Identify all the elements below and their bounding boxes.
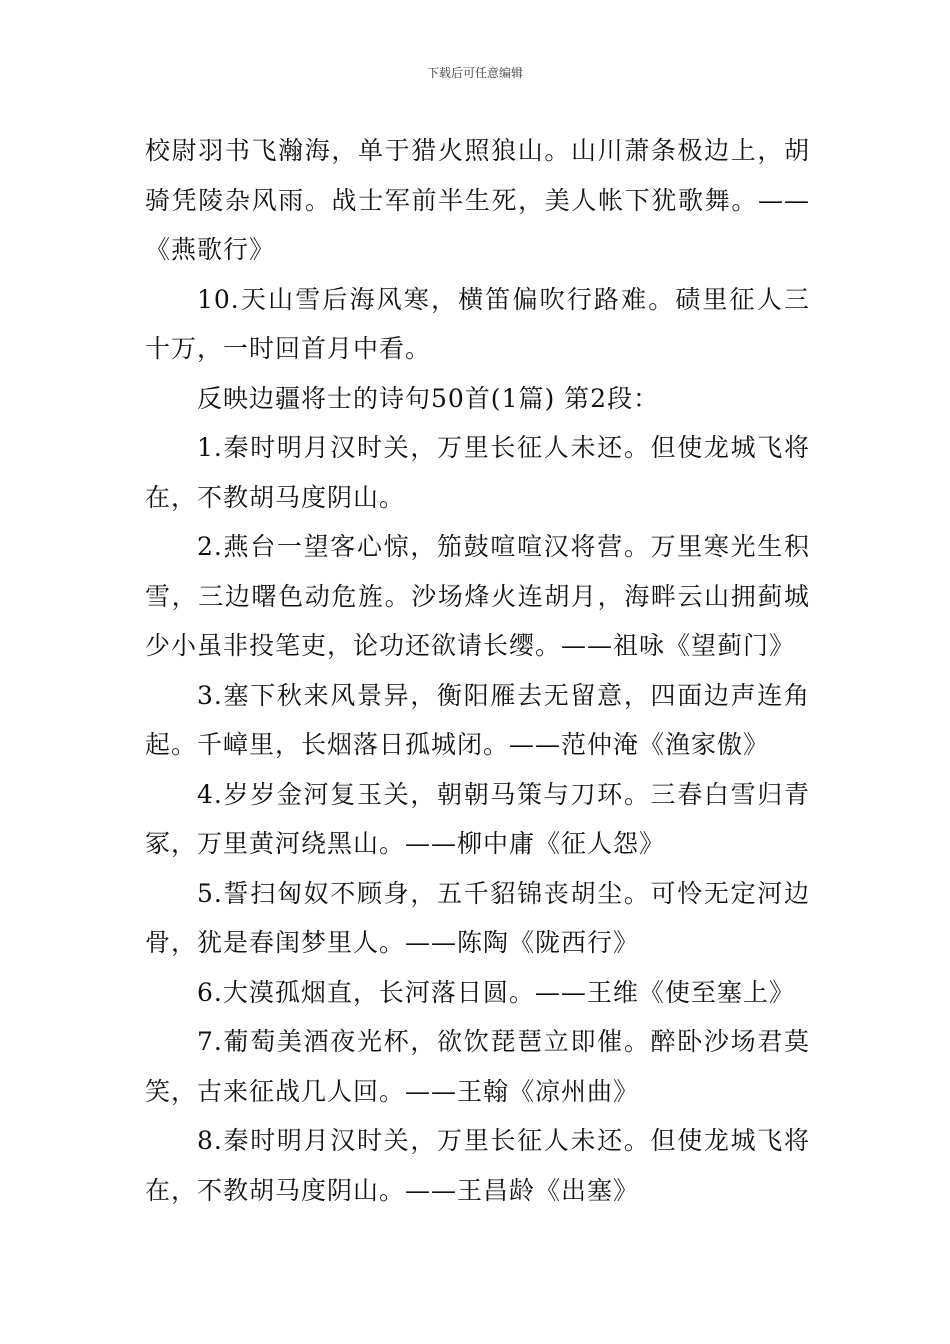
paragraph-poem-8: 8.秦时明月汉时关，万里长征人未还。但使龙城飞将在，不教胡马度阴山。——王昌龄《出塞》 xyxy=(145,1126,810,1205)
section-heading: 反映边疆将士的诗句50首(1篇) 第2段： xyxy=(197,383,660,413)
paragraph-poem-5: 5.誓扫匈奴不顾身，五千貂锦丧胡尘。可怜无定河边骨，犹是春闺梦里人。——陈陶《陇西行》 xyxy=(145,878,810,957)
paragraph-yan-ge-xing: 校尉羽书飞瀚海，单于猎火照狼山。山川萧条极边上，胡骑凭陵杂风雨。战士军前半生死，美人帐下犹歌舞。——《燕歌行》 xyxy=(145,136,810,264)
page-header: 下载后可任意编辑 xyxy=(426,66,523,80)
paragraph-poem-6: 6.大漠孤烟直，长河落日圆。——王维《使至塞上》 xyxy=(197,977,795,1007)
paragraph-poem-2: 2.燕台一望客心惊，笳鼓喧喧汉将营。万里寒光生积雪，三边曙色动危旌。沙场烽火连胡月，海畔云山拥蓟城少小虽非投笔吏，论功还欲请长缨。——祖咏《望蓟门》 xyxy=(145,532,810,660)
paragraph-poem-4: 4.岁岁金河复玉关，朝朝马策与刀环。三春白雪归青冢，万里黄河绕黑山。——柳中庸《征人怨》 xyxy=(145,779,810,858)
document-body xyxy=(145,126,810,1215)
paragraph-poem-7: 7.葡萄美酒夜光杯，欲饮琵琶立即催。醉卧沙场君莫笑，古来征战几人回。——王翰《凉州曲》 xyxy=(145,1027,810,1106)
paragraph-poem-10: 10.天山雪后海风寒，横笛偏吹行路难。碛里征人三十万，一时回首月中看。 xyxy=(145,284,810,363)
paragraph-poem-1: 1.秦时明月汉时关，万里长征人未还。但使龙城飞将在，不教胡马度阴山。 xyxy=(145,433,810,512)
paragraph-poem-3: 3.塞下秋来风景异，衡阳雁去无留意，四面边声连角起。千嶂里，长烟落日孤城闭。——范仲淹《渔家傲》 xyxy=(145,680,810,759)
